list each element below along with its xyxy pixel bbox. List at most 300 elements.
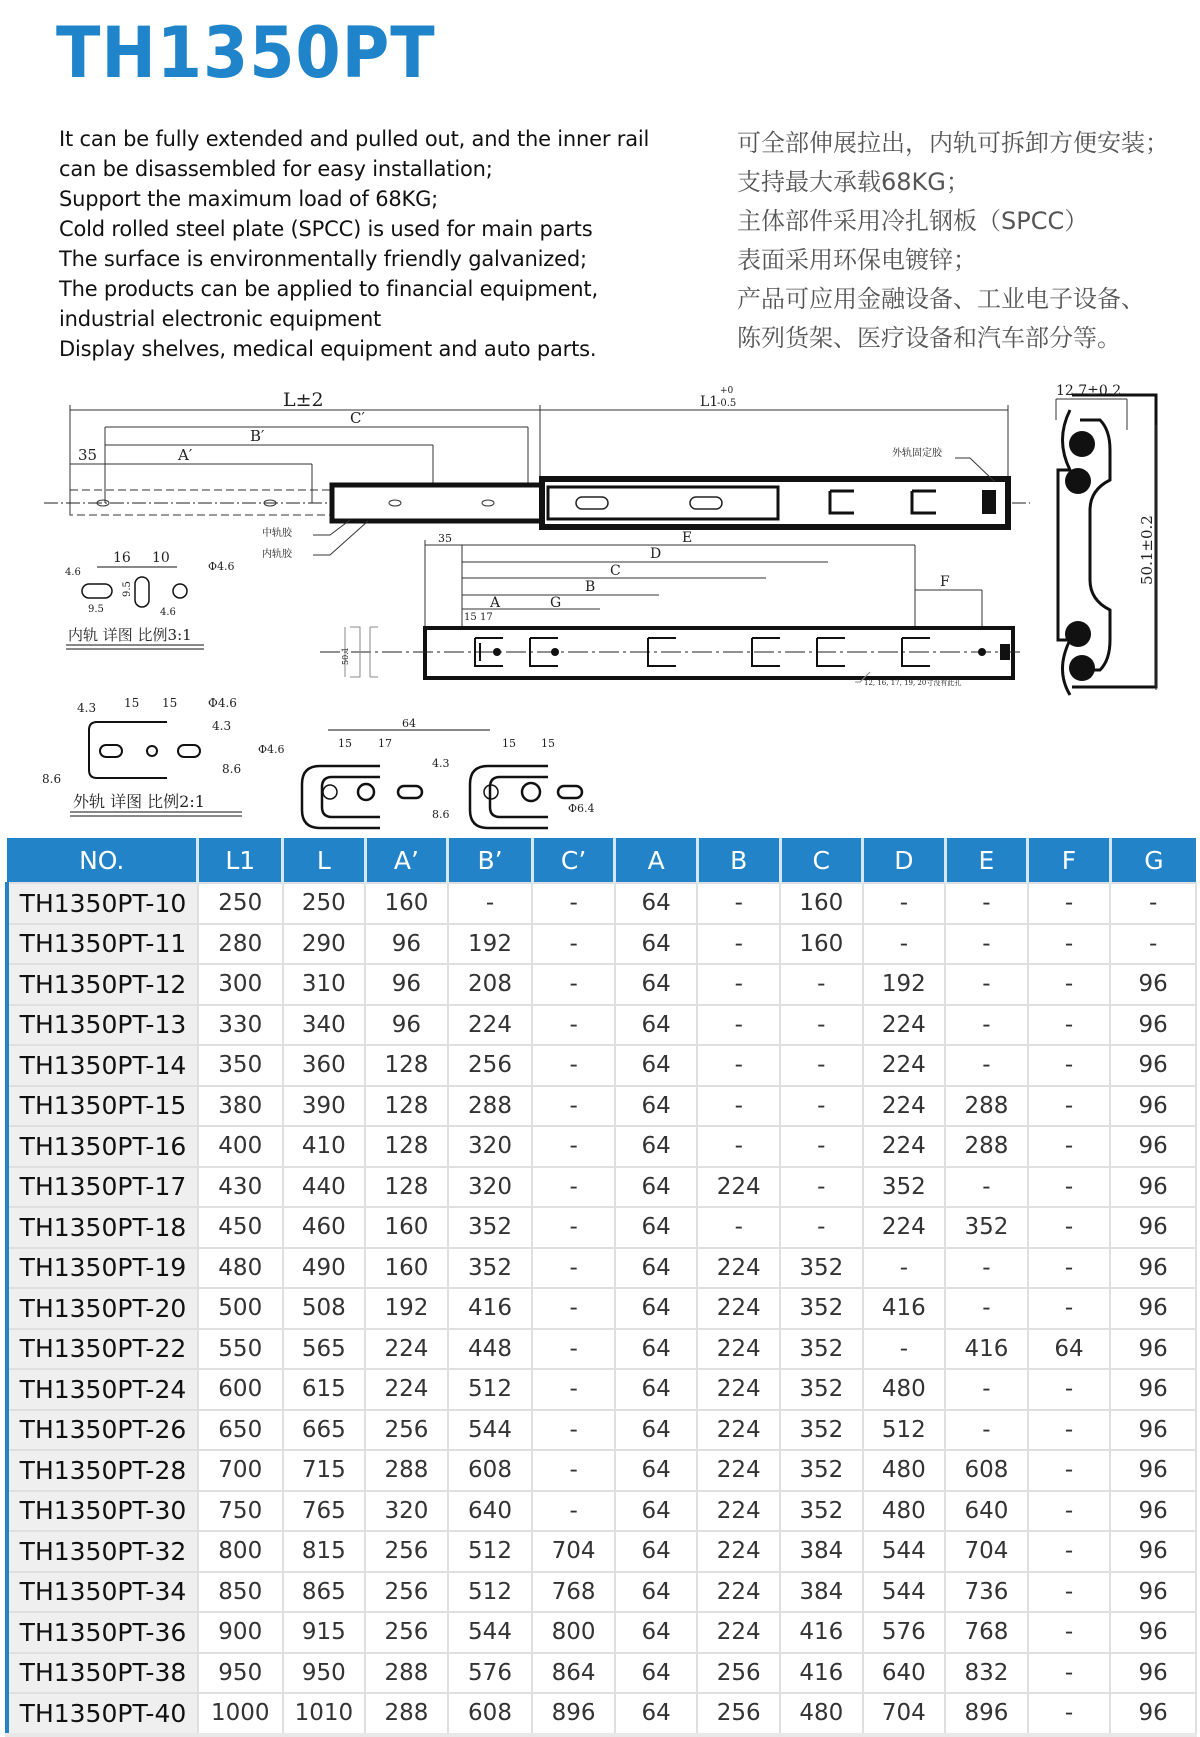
description-line: can be disassembled for easy installation; xyxy=(59,157,493,181)
dimension-cell: - xyxy=(945,964,1028,1005)
dimension-cell: - xyxy=(1028,1167,1111,1208)
dimension-cell: - xyxy=(863,924,946,965)
dimension-cell: 256 xyxy=(697,1653,780,1694)
dimension-cell: 224 xyxy=(697,1491,780,1532)
description-chinese xyxy=(737,124,1197,358)
dimension-cell: 224 xyxy=(863,1086,946,1127)
table-body xyxy=(7,883,1196,1735)
dimension-cell: - xyxy=(532,964,615,1005)
dimension-cell: 192 xyxy=(365,1288,448,1329)
dimension-cell: - xyxy=(532,1005,615,1046)
dimension-cell: - xyxy=(697,1126,780,1167)
dimension-cell: 544 xyxy=(863,1531,946,1572)
dimension-cell: 544 xyxy=(863,1572,946,1613)
dimension-cell: 700 xyxy=(198,1450,283,1491)
dimension-cell: 96 xyxy=(1110,1288,1196,1329)
table-row xyxy=(7,1329,1196,1370)
outer-detail-dim: Φ4.6 xyxy=(208,696,237,710)
outer-detail-dim: 8.6 xyxy=(42,772,62,786)
dimension-cell: 512 xyxy=(448,1572,533,1613)
dimension-cell: - xyxy=(1028,883,1111,924)
dimension-cell: 64 xyxy=(615,1167,698,1208)
dimension-cell: 608 xyxy=(945,1450,1028,1491)
dimension-cell: 224 xyxy=(697,1288,780,1329)
table-row xyxy=(7,1653,1196,1694)
dimension-cell: - xyxy=(532,1369,615,1410)
dimension-cell: 665 xyxy=(283,1410,366,1451)
column-header-col4: B’ xyxy=(448,838,533,883)
description-line: Display shelves, medical equipment and auto parts. xyxy=(59,337,597,361)
dimension-cell: 224 xyxy=(697,1369,780,1410)
model-number-cell: TH1350PT-34 xyxy=(7,1572,198,1613)
dimension-cell: 224 xyxy=(448,1005,533,1046)
dimension-cell: 96 xyxy=(1110,1005,1196,1046)
dimension-cell: 288 xyxy=(945,1086,1028,1127)
product-title: TH1350PT xyxy=(56,12,436,94)
inner-detail-dim: 9.5 xyxy=(88,604,104,615)
bracket-detail-dim: 4.3 xyxy=(432,757,450,770)
dimension-cell: 224 xyxy=(697,1248,780,1289)
dimension-cell: - xyxy=(697,924,780,965)
dimension-cell: - xyxy=(1110,883,1196,924)
dimension-cell: 64 xyxy=(615,1531,698,1572)
description-line: The products can be applied to financial equipment, xyxy=(59,277,598,301)
dimension-cell: - xyxy=(532,1450,615,1491)
dimension-cell: - xyxy=(532,1207,615,1248)
dim-L1-label: L1 xyxy=(700,394,719,410)
dimension-cell: 128 xyxy=(365,1045,448,1086)
dimension-cell: - xyxy=(945,1248,1028,1289)
dimension-cell: 450 xyxy=(198,1207,283,1248)
model-number-cell: TH1350PT-14 xyxy=(7,1045,198,1086)
dimension-cell: 224 xyxy=(863,1207,946,1248)
dimension-cell: 96 xyxy=(1110,1450,1196,1491)
dimension-cell: 352 xyxy=(780,1410,863,1451)
table-row xyxy=(7,1167,1196,1208)
dimension-cell: 640 xyxy=(863,1653,946,1694)
dimension-cell: 448 xyxy=(448,1329,533,1370)
dimension-cell: 480 xyxy=(863,1369,946,1410)
dimension-cell: 256 xyxy=(365,1531,448,1572)
dimension-cell: 950 xyxy=(198,1653,283,1694)
column-header-col11: F xyxy=(1028,838,1111,883)
description-line: The surface is environmentally friendly galvanized; xyxy=(59,247,587,271)
dimension-cell: 96 xyxy=(365,1005,448,1046)
dimension-cell: 224 xyxy=(365,1329,448,1370)
dimension-cell: 352 xyxy=(448,1248,533,1289)
dim-L-label: L±2 xyxy=(283,389,324,411)
bracket-detail-dim: 15 xyxy=(338,737,352,750)
table-row xyxy=(7,1086,1196,1127)
table-row xyxy=(7,883,1196,924)
dimension-cell: 565 xyxy=(283,1329,366,1370)
dimension-cell: 64 xyxy=(615,1086,698,1127)
dimension-cell: 96 xyxy=(1110,1167,1196,1208)
table-row xyxy=(7,924,1196,965)
dimension-cell: - xyxy=(697,883,780,924)
dimension-cell: 608 xyxy=(448,1693,533,1735)
dimension-cell: 96 xyxy=(1110,1612,1196,1653)
dimension-cell: - xyxy=(780,1126,863,1167)
dim-L1-tol-upper: +0 xyxy=(720,386,734,396)
description-line: It can be fully extended and pulled out, and the inner rail xyxy=(59,127,650,151)
column-header-col2: L xyxy=(283,838,366,883)
dimension-cell: - xyxy=(532,1410,615,1451)
outer-detail-dim: 15 xyxy=(162,696,178,710)
dimension-cell: 400 xyxy=(198,1126,283,1167)
dimension-cell: - xyxy=(697,964,780,1005)
dimension-cell: - xyxy=(1028,924,1111,965)
inner-detail-dim: 9.5 xyxy=(122,581,133,597)
model-number-cell: TH1350PT-40 xyxy=(7,1693,198,1735)
dimension-cell: 64 xyxy=(615,1612,698,1653)
dimension-cell: 64 xyxy=(615,1045,698,1086)
dimension-cell: 915 xyxy=(283,1612,366,1653)
dimension-cell: - xyxy=(1028,1612,1111,1653)
model-number-cell: TH1350PT-10 xyxy=(7,883,198,924)
model-number-cell: TH1350PT-26 xyxy=(7,1410,198,1451)
outer-detail-dim: 4.3 xyxy=(77,701,97,715)
dimension-cell: 288 xyxy=(365,1653,448,1694)
model-number-cell: TH1350PT-24 xyxy=(7,1369,198,1410)
dimension-cell: 350 xyxy=(198,1045,283,1086)
dimension-cell: 800 xyxy=(198,1531,283,1572)
dimension-cell: 64 xyxy=(615,1248,698,1289)
dimension-cell: 96 xyxy=(365,924,448,965)
dimension-cell: 576 xyxy=(863,1612,946,1653)
description-line: 主体部件采用冷扎钢板（SPCC） xyxy=(737,207,1089,235)
dimension-cell: 900 xyxy=(198,1612,283,1653)
dimension-cell: 224 xyxy=(863,1005,946,1046)
dimension-cell: 288 xyxy=(365,1450,448,1491)
dimension-cell: 300 xyxy=(198,964,283,1005)
dimension-cell: - xyxy=(780,1045,863,1086)
dimension-cell: 256 xyxy=(365,1410,448,1451)
outer-detail-dim: 15 xyxy=(124,696,140,710)
dim-D-label: D xyxy=(650,546,662,562)
dimension-cell: 704 xyxy=(945,1531,1028,1572)
dimension-cell: 96 xyxy=(1110,1045,1196,1086)
dimension-cell: 256 xyxy=(697,1693,780,1735)
dim-A-label: A xyxy=(490,595,501,611)
model-number-cell: TH1350PT-13 xyxy=(7,1005,198,1046)
dimension-cell: 64 xyxy=(615,1572,698,1613)
dimension-cell: 768 xyxy=(945,1612,1028,1653)
dimension-cell: 430 xyxy=(198,1167,283,1208)
dimension-cell: 288 xyxy=(945,1126,1028,1167)
column-header-col12: G xyxy=(1110,838,1196,883)
dimension-cell: 96 xyxy=(1110,1653,1196,1694)
dimension-cell: 508 xyxy=(283,1288,366,1329)
dimension-cell: 224 xyxy=(697,1612,780,1653)
inner-detail-dim: Φ4.6 xyxy=(208,560,235,573)
dimension-cell: 352 xyxy=(780,1248,863,1289)
description-line: industrial electronic equipment xyxy=(59,307,382,331)
dimension-cell: 352 xyxy=(780,1369,863,1410)
dimension-cell: - xyxy=(1028,1207,1111,1248)
dimension-cell: - xyxy=(1028,1005,1111,1046)
dimension-cell: 576 xyxy=(448,1653,533,1694)
dimension-cell: 192 xyxy=(863,964,946,1005)
dimension-cell: 160 xyxy=(365,1248,448,1289)
dimension-cell: 224 xyxy=(863,1045,946,1086)
inner-rail-rubber-label: 内轨胶 xyxy=(262,549,292,560)
dimension-cell: 416 xyxy=(780,1653,863,1694)
description-line: 支持最大承载68KG； xyxy=(737,168,970,196)
model-number-cell: TH1350PT-12 xyxy=(7,964,198,1005)
bracket-detail-dim: Φ6.4 xyxy=(568,802,595,815)
dimension-cell: 288 xyxy=(365,1693,448,1735)
dimension-cell: 320 xyxy=(365,1491,448,1532)
dimension-cell: 256 xyxy=(365,1572,448,1613)
dimension-cell: - xyxy=(532,1167,615,1208)
dimension-cell: - xyxy=(448,883,533,924)
description-line: 表面采用环保电镀锌； xyxy=(737,246,977,274)
dimension-cell: - xyxy=(945,1410,1028,1451)
dimension-cell: - xyxy=(945,883,1028,924)
dimension-cell: 64 xyxy=(615,1653,698,1694)
dimension-cell: 736 xyxy=(945,1572,1028,1613)
dim-Ap-label: A′ xyxy=(178,446,193,464)
dimension-cell: 360 xyxy=(283,1045,366,1086)
dimension-cell: 320 xyxy=(448,1167,533,1208)
column-header-col6: A xyxy=(615,838,698,883)
dimension-cell: - xyxy=(945,1369,1028,1410)
dimension-cell: 224 xyxy=(863,1126,946,1167)
dimension-cell: 64 xyxy=(615,883,698,924)
dimension-cell: 64 xyxy=(615,1450,698,1491)
dimension-cell: 96 xyxy=(1110,1126,1196,1167)
table-row xyxy=(7,1248,1196,1289)
dimension-cell: - xyxy=(1028,1450,1111,1491)
model-number-cell: TH1350PT-38 xyxy=(7,1653,198,1694)
dimension-cell: 704 xyxy=(863,1693,946,1735)
dimension-cell: 512 xyxy=(448,1531,533,1572)
dim-C-label: C xyxy=(610,563,621,579)
dimension-cell: 416 xyxy=(863,1288,946,1329)
dimension-cell: 160 xyxy=(365,1207,448,1248)
outer-detail-dim: 4.3 xyxy=(212,719,232,733)
table-header-row xyxy=(7,838,1196,883)
dimension-cell: 64 xyxy=(615,1288,698,1329)
dimension-cell: - xyxy=(863,883,946,924)
dimension-cell: - xyxy=(863,1248,946,1289)
description-line: Support the maximum load of 68KG; xyxy=(59,187,439,211)
dimension-cell: 352 xyxy=(780,1329,863,1370)
inner-detail-dim: 4.6 xyxy=(65,567,81,578)
dimension-cell: - xyxy=(1028,1531,1111,1572)
dimension-cell: 460 xyxy=(283,1207,366,1248)
dimension-cell: 352 xyxy=(780,1491,863,1532)
table-row xyxy=(7,1612,1196,1653)
dimension-cell: 550 xyxy=(198,1329,283,1370)
model-number-cell: TH1350PT-11 xyxy=(7,924,198,965)
dimension-cell: 480 xyxy=(780,1693,863,1735)
table-row xyxy=(7,1005,1196,1046)
dimension-cell: 64 xyxy=(1028,1329,1111,1370)
dimension-cell: - xyxy=(780,1167,863,1208)
bracket-detail-dim: Φ4.6 xyxy=(258,743,285,756)
dimension-cell: 380 xyxy=(198,1086,283,1127)
dimension-cell: 352 xyxy=(945,1207,1028,1248)
dimension-cell: - xyxy=(1028,1045,1111,1086)
dimension-cell: 490 xyxy=(283,1248,366,1289)
dimension-cell: 96 xyxy=(1110,1491,1196,1532)
dimension-cell: 320 xyxy=(448,1126,533,1167)
dimension-cell: - xyxy=(697,1045,780,1086)
dimension-cell: 128 xyxy=(365,1126,448,1167)
dimension-cell: 128 xyxy=(365,1086,448,1127)
dimension-cell: 64 xyxy=(615,964,698,1005)
specification-table xyxy=(5,838,1197,1737)
dim-15-label: 15 xyxy=(464,612,477,623)
dim-E-label: E xyxy=(682,530,693,546)
dimension-cell: - xyxy=(780,1207,863,1248)
dimension-cell: - xyxy=(1028,1491,1111,1532)
inner-detail-dim: 10 xyxy=(152,550,170,566)
rail-assembly-side-view xyxy=(44,479,1030,527)
dimension-cell: 390 xyxy=(283,1086,366,1127)
model-number-cell: TH1350PT-16 xyxy=(7,1126,198,1167)
model-number-cell: TH1350PT-28 xyxy=(7,1450,198,1491)
dimension-cell: 850 xyxy=(198,1572,283,1613)
dimension-cell: 352 xyxy=(448,1207,533,1248)
outer-fix-rubber-label: 外轨固定胶 xyxy=(892,448,942,459)
table-row xyxy=(7,1693,1196,1735)
dimension-cell: 64 xyxy=(615,1207,698,1248)
dimension-cell: - xyxy=(863,1329,946,1370)
dimension-cell: - xyxy=(532,1045,615,1086)
dimension-cell: - xyxy=(1028,1653,1111,1694)
dimension-cell: 750 xyxy=(198,1491,283,1532)
dimension-cell: - xyxy=(945,1045,1028,1086)
dimension-cell: 440 xyxy=(283,1167,366,1208)
dimension-cell: 64 xyxy=(615,1693,698,1735)
dim-F-label: F xyxy=(940,574,950,590)
dimension-cell: 416 xyxy=(780,1612,863,1653)
model-number-cell: TH1350PT-20 xyxy=(7,1288,198,1329)
column-header-col8: C xyxy=(780,838,863,883)
dimension-cell: 288 xyxy=(448,1086,533,1127)
dimension-cell: - xyxy=(780,1005,863,1046)
bracket-detail-dim: 17 xyxy=(378,737,392,750)
inner-detail-caption: 内轨 详图 比例3:1 xyxy=(68,626,192,644)
dimension-cell: 650 xyxy=(198,1410,283,1451)
dimension-cell: 384 xyxy=(780,1531,863,1572)
dimension-cell: 416 xyxy=(945,1329,1028,1370)
dimension-cell: 512 xyxy=(863,1410,946,1451)
dimension-cell: 1000 xyxy=(198,1693,283,1735)
description-line: Cold rolled steel plate (SPCC) is used for main parts xyxy=(59,217,593,241)
dimension-cell: 96 xyxy=(1110,1086,1196,1127)
dimension-cell: 950 xyxy=(283,1653,366,1694)
dimension-cell: - xyxy=(945,1167,1028,1208)
dim-Bp-label: B′ xyxy=(250,427,265,445)
dimension-cell: 640 xyxy=(448,1491,533,1532)
model-number-cell: TH1350PT-19 xyxy=(7,1248,198,1289)
table-row xyxy=(7,1369,1196,1410)
dimension-cell: 160 xyxy=(780,924,863,965)
dimension-cell: 64 xyxy=(615,1126,698,1167)
dimension-cell: 96 xyxy=(1110,1572,1196,1613)
dimension-cell: 896 xyxy=(945,1693,1028,1735)
dimension-cell: 864 xyxy=(532,1653,615,1694)
dimension-cell: - xyxy=(697,1207,780,1248)
dimension-cell: 224 xyxy=(365,1369,448,1410)
table-row xyxy=(7,1045,1196,1086)
dimension-cell: - xyxy=(532,883,615,924)
dimension-cell: - xyxy=(532,924,615,965)
dimension-cell: 352 xyxy=(780,1288,863,1329)
table-row xyxy=(7,1126,1196,1167)
dimension-cell: 500 xyxy=(198,1288,283,1329)
dimension-cell: - xyxy=(1028,1126,1111,1167)
dimension-cell: - xyxy=(532,1248,615,1289)
column-header-col10: E xyxy=(945,838,1028,883)
dimension-cell: 865 xyxy=(283,1572,366,1613)
table-row xyxy=(7,964,1196,1005)
dimension-cell: 800 xyxy=(532,1612,615,1653)
model-number-cell: TH1350PT-18 xyxy=(7,1207,198,1248)
dimension-cell: 416 xyxy=(448,1288,533,1329)
table-row xyxy=(7,1491,1196,1532)
dimension-cell: 192 xyxy=(448,924,533,965)
dim-35-top-label: 35 xyxy=(78,446,98,464)
dimension-cell: 208 xyxy=(448,964,533,1005)
dimension-cell: - xyxy=(1028,964,1111,1005)
dimension-cell: 96 xyxy=(1110,1531,1196,1572)
middle-rail-rubber-label: 中轨胶 xyxy=(262,528,292,539)
dimension-cell: 256 xyxy=(448,1045,533,1086)
dim-B-label: B xyxy=(585,579,596,595)
dimension-cell: 615 xyxy=(283,1369,366,1410)
dimension-cell: - xyxy=(1028,1572,1111,1613)
outer-detail-dim: 8.6 xyxy=(222,762,242,776)
dimension-cell: 64 xyxy=(615,1491,698,1532)
dimension-cell: 640 xyxy=(945,1491,1028,1532)
table-row xyxy=(7,1572,1196,1613)
dimension-cell: 224 xyxy=(697,1572,780,1613)
dimension-cell: 410 xyxy=(283,1126,366,1167)
dimension-cell: 224 xyxy=(697,1329,780,1370)
dimension-cell: - xyxy=(532,1126,615,1167)
column-header-col7: B xyxy=(697,838,780,883)
dimension-cell: 224 xyxy=(697,1410,780,1451)
bracket-detail-dim: 15 xyxy=(541,737,555,750)
dimension-cell: 96 xyxy=(1110,1207,1196,1248)
model-number-cell: TH1350PT-22 xyxy=(7,1329,198,1370)
table-row xyxy=(7,1207,1196,1248)
dimension-cell: 96 xyxy=(1110,1329,1196,1370)
dimension-cell: 250 xyxy=(198,883,283,924)
inner-detail-dim: 16 xyxy=(113,550,131,566)
description-line: 陈列货架、医疗设备和汽车部分等。 xyxy=(737,324,1121,352)
model-number-cell: TH1350PT-36 xyxy=(7,1612,198,1653)
description-line: 产品可应用金融设备、工业电子设备、 xyxy=(737,285,1145,313)
dimension-cell: 340 xyxy=(283,1005,366,1046)
table-row xyxy=(7,1531,1196,1572)
dimension-cell: 224 xyxy=(697,1450,780,1491)
dimension-cell: - xyxy=(532,1329,615,1370)
dim-G-label: G xyxy=(550,595,562,611)
dimension-cell: - xyxy=(1028,1086,1111,1127)
dimension-cell: 715 xyxy=(283,1450,366,1491)
dimension-cell: - xyxy=(780,964,863,1005)
dimension-cell: 64 xyxy=(615,1329,698,1370)
dimension-cell: 96 xyxy=(1110,964,1196,1005)
dimension-cell: 96 xyxy=(1110,1369,1196,1410)
column-header-col3: A’ xyxy=(365,838,448,883)
